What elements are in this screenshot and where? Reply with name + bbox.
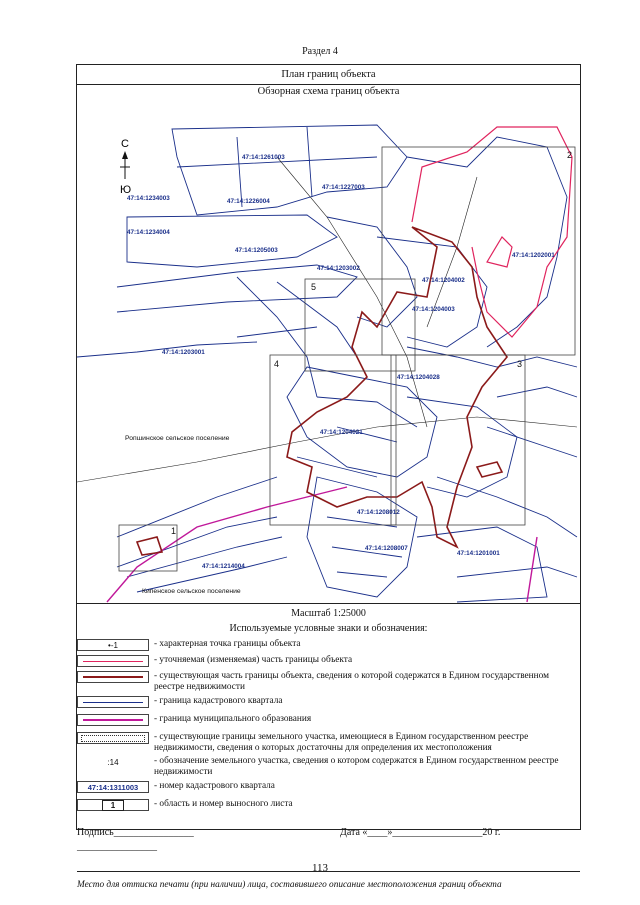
map-title: Обзорная схема границ объекта — [257, 86, 400, 97]
svg-text:47:14:1203002: 47:14:1203002 — [317, 265, 360, 272]
parcel-dotted-symbol — [77, 732, 149, 744]
svg-text:47:14:1208012: 47:14:1208012 — [357, 509, 400, 516]
plan-title: План границ объекта — [281, 69, 376, 80]
date-line: Дата «____»__________________20 г. — [340, 827, 501, 838]
quarter-number-symbol: 47:14:1311003 — [77, 781, 149, 793]
svg-text:47:14:1226004: 47:14:1226004 — [227, 198, 270, 205]
svg-text:47:14:1234004: 47:14:1234004 — [127, 229, 170, 236]
existing-line-symbol — [77, 671, 149, 683]
legend-title: Используемые условные знаки и обозначения: — [229, 623, 428, 634]
svg-text:47:14:1214004: 47:14:1214004 — [202, 563, 245, 570]
svg-text:С: С — [121, 138, 129, 150]
svg-text:47:14:1204028: 47:14:1204028 — [397, 374, 440, 381]
divider — [77, 603, 580, 604]
plan-frame: План границ объекта Обзорная схема границ объекта 2 5 3 4 1 С Ю 47:14:1261003 47:14:1227003 47:14:1234003 47:14:1226004 47:14:1234004 47:14:1205003 47:14:1203002 47:14:1204002 47:14:1204003 47:14:1203001 47:14:1202001 47:14:1204028 47:14:1204021 47:14:1208012 47:14:1214004 47:14:1208007 47:14:1201001 Ропшинское сельское поселение Кипенское сельское поселение Масштаб 1:25000 Используемые условные знаки и обозначения: •-1 - характерная точка границы объекта - уточняемая (изменяемая) часть границы объекта - существующая часть границы объекта, сведения о которой содержатся в Едином государственном реестре недвижимости - граница кадастрового квартала - граница муниципального образования - существующие границы земельного участка, имеющиеся в Едином государственном реестре недвижимости, сведения о которых достаточны для определения их местоположения :14 - обозначение земельного участка, сведения о котором содержатся в Едином государственном реестре недвижимости 47:14:1311003 - номер кадастрового квартала 1 - область и номер выносного листа Подпись________________ ________________ Дата «____»__________________20 г. Место для оттиска печати (при наличии) лица, составившего описание местоположения границ объекта — [76, 64, 581, 830]
svg-text:47:14:1204002: 47:14:1204002 — [422, 277, 465, 284]
parcel-label-symbol: :14 — [107, 757, 119, 767]
refined-line-symbol — [77, 655, 149, 667]
svg-text:47:14:1202001: 47:14:1202001 — [512, 252, 555, 259]
stamp-note: Место для оттиска печати (при наличии) лица, составившего описание местоположения границ объекта — [77, 880, 502, 890]
sheet-symbol: 1 — [77, 799, 149, 811]
map-svg — [77, 97, 580, 603]
municipal-border — [107, 487, 537, 602]
overview-map[interactable] — [77, 97, 580, 603]
sheet-5-label: 5 — [311, 282, 317, 292]
divider — [77, 84, 580, 85]
map-scale: Масштаб 1:25000 — [291, 608, 366, 619]
svg-text:47:14:1204003: 47:14:1204003 — [412, 306, 455, 313]
sheet-4-label: 4 — [274, 359, 280, 369]
svg-text:47:14:1227003: 47:14:1227003 — [322, 184, 365, 191]
quarter-line-symbol — [77, 696, 149, 708]
point-symbol: •-1 — [77, 639, 149, 651]
sheet-2-label: 2 — [567, 150, 573, 160]
signature-line: Подпись________________ ________________ — [77, 827, 194, 852]
sheet-1-label: 1 — [171, 526, 177, 536]
svg-text:47:14:1234003: 47:14:1234003 — [127, 195, 170, 202]
svg-text:47:14:1201001: 47:14:1201001 — [457, 550, 500, 557]
svg-text:Ропшинское сельское поселение: Ропшинское сельское поселение — [125, 435, 230, 442]
svg-text:47:14:1203001: 47:14:1203001 — [162, 349, 205, 356]
svg-text:Ю: Ю — [120, 184, 132, 196]
section-header: Раздел 4 — [302, 46, 338, 57]
svg-text:47:14:1205003: 47:14:1205003 — [235, 247, 278, 254]
sheet-3-label: 3 — [517, 359, 523, 369]
extract-sheets — [119, 147, 575, 571]
page-number: 113 — [311, 862, 329, 874]
svg-text:47:14:1261003: 47:14:1261003 — [242, 154, 285, 161]
svg-text:47:14:1204021: 47:14:1204021 — [320, 429, 363, 436]
north-arrow — [120, 138, 131, 196]
svg-text:47:14:1208007: 47:14:1208007 — [365, 545, 408, 552]
svg-text:Кипенское сельское поселение: Кипенское сельское поселение — [142, 588, 241, 595]
municipal-line-symbol — [77, 714, 149, 726]
